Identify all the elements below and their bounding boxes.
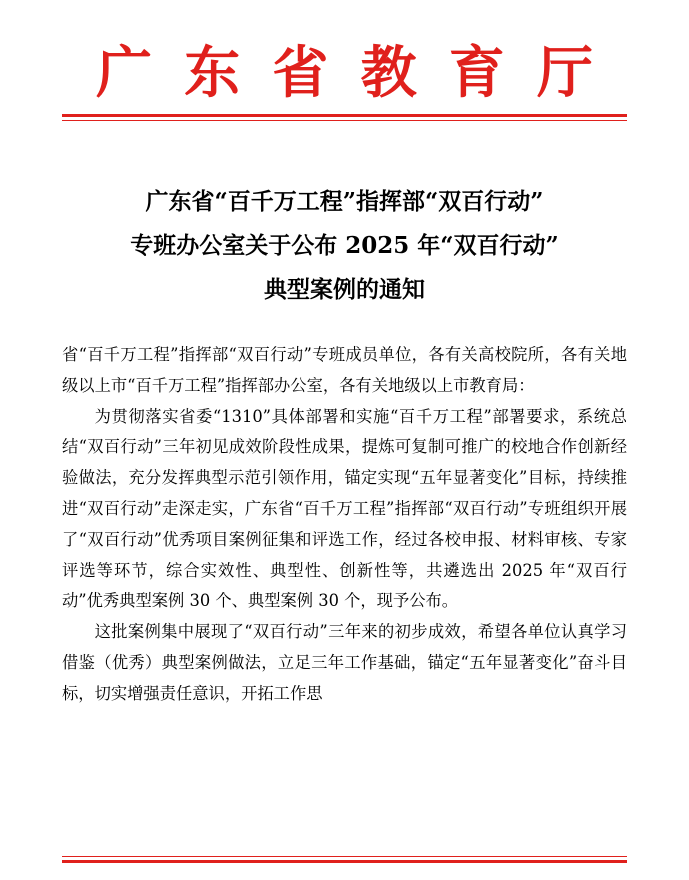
document-body: [62, 340, 627, 710]
document-title: [62, 180, 627, 312]
title-line-2: 专班办公室关于公布 2025 年“双百行动”: [130, 232, 559, 259]
letterhead-char: 广: [96, 40, 152, 106]
paragraph-2: 这批案例集中展现了“双百行动”三年来的初步成效，希望各单位认真学习借鉴（优秀）典型案例做法，立足三年工作基础，锚定“五年显著变化”奋斗目标，切实增强责任意识，开拓工作思: [62, 622, 627, 703]
header-rule-thin: [62, 120, 627, 121]
salutation: 省“百千万工程”指挥部“双百行动”专班成员单位，各有关高校院所，各有关地级以上市“百千万工程”指挥部办公室，各有关地级以上市教育局：: [62, 345, 627, 395]
letterhead: [62, 38, 627, 108]
header-rule-thick: [62, 114, 627, 117]
letterhead-char: 教: [360, 40, 417, 106]
letterhead-char: 育: [448, 40, 505, 106]
letterhead-char: 东: [184, 40, 241, 106]
paragraph-1: 为贯彻落实省委“1310”具体部署和实施“百千万工程”部署要求，系统总结“双百行动”三年初见成效阶段性成果，提炼可复制可推广的校地合作创新经验做法，充分发挥典型示范引领作用，锚定实现“五年显著变化”目标，持续推进“双百行动”走深走实，广东省“百千万工程”指挥部“双百行动”专班组织开展了“双百行动”优秀项目案例征集和评选工作，经过各校申报、材料审核、专家评选等环节，综合实效性、典型性、创新性等，共遴选出 2025 年“双百行动”优秀典型案例 30 个、典型案例 30 个，现予公布。: [62, 406, 627, 611]
title-line-1: 广东省“百千万工程”指挥部“双百行动”: [145, 188, 544, 215]
letterhead-char: 厅: [536, 40, 593, 106]
footer-rule-thick: [62, 860, 627, 863]
letterhead-char: 省: [272, 40, 329, 106]
title-line-3: 典型案例的通知: [264, 276, 425, 303]
footer-rule-thin: [62, 856, 627, 857]
